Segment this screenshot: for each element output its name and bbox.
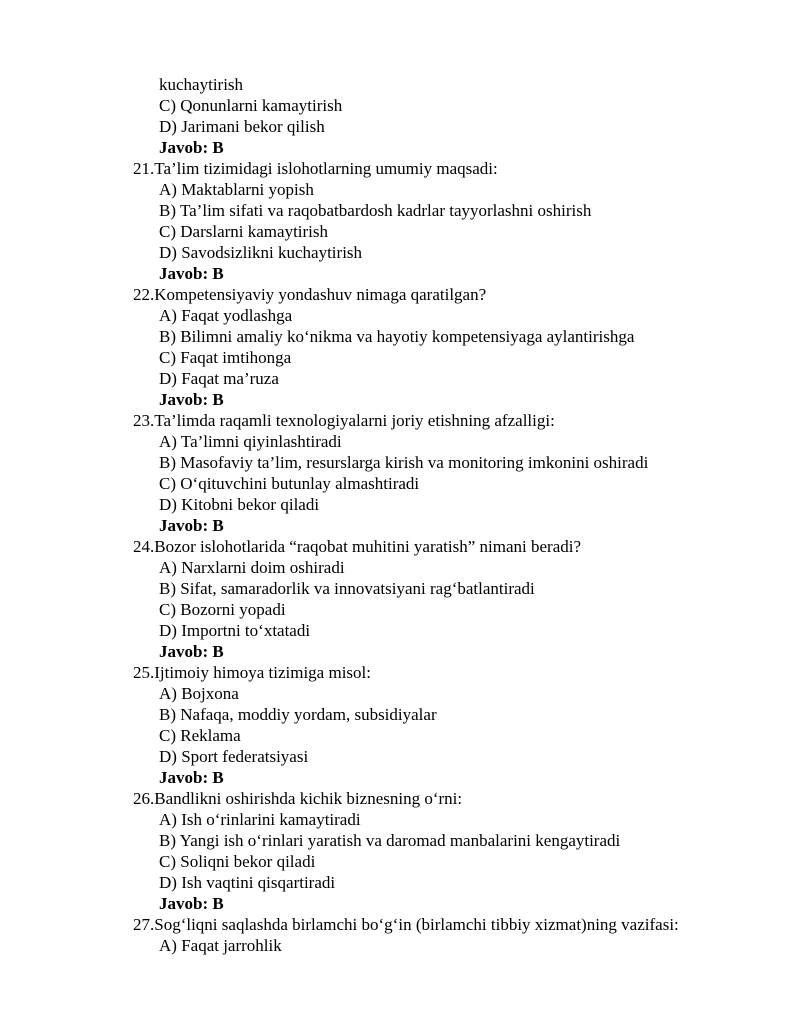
question-number: 22. (133, 285, 155, 304)
answer-option: D) Faqat ma’ruza (159, 369, 279, 388)
answer-option: D) Sport federatsiyasi (159, 747, 309, 766)
question-number: 23. (133, 411, 155, 430)
question-list (0, 158, 800, 956)
answer-option: A) Narxlarni doim oshiradi (159, 558, 345, 577)
answer-option: B) Nafaqa, moddiy yordam, subsidiyalar (159, 705, 437, 724)
continuation-text: kuchaytirish (159, 75, 244, 94)
question-block (0, 410, 800, 536)
question-text: Ta’limda raqamli texnologiyalarni joriy etishning afzalligi: (154, 411, 555, 430)
answer-option: D) Kitobni bekor qiladi (159, 495, 320, 514)
answer-option: A) Maktablarni yopish (159, 180, 314, 199)
option-c: C) Qonunlarni kamaytirish (159, 96, 343, 115)
answer-option: C) Darslarni kamaytirish (159, 222, 329, 241)
question-line (0, 284, 800, 305)
question-line (0, 914, 800, 935)
question-block (0, 158, 800, 284)
answer-option: B) Yangi ish o‘rinlari yaratish va daromad manbalarini kengaytiradi (159, 831, 621, 850)
answer-option: B) Bilimni amaliy ko‘nikma va hayotiy kompetensiyaga aylantirishga (159, 327, 635, 346)
answer-option: C) Bozorni yopadi (159, 600, 286, 619)
question-number: 25. (133, 663, 155, 682)
answer-option: B) Sifat, samaradorlik va innovatsiyani rag‘batlantiradi (159, 579, 535, 598)
answer-option: B) Masofaviy ta’lim, resurslarga kirish va monitoring imkonini oshiradi (159, 453, 649, 472)
question-text: Bozor islohotlarida “raqobat muhitini yaratish” nimani beradi? (154, 537, 582, 556)
question-number: 24. (133, 537, 155, 556)
question-number: 21. (133, 159, 155, 178)
answer-option: C) Soliqni bekor qiladi (159, 852, 316, 871)
answer-label: Javob: B (159, 138, 224, 157)
question-line (0, 410, 800, 431)
answer-label: Javob: B (159, 768, 224, 787)
answer-option: A) Ish o‘rinlarini kamaytiradi (159, 810, 361, 829)
question-text: Kompetensiyaviy yondashuv nimaga qaratilgan? (154, 285, 487, 304)
question-number: 26. (133, 789, 155, 808)
document-page (0, 74, 800, 956)
answer-option: A) Faqat jarrohlik (159, 936, 282, 955)
answer-option: A) Ta’limni qiyinlashtiradi (159, 432, 342, 451)
answer-label: Javob: B (159, 390, 224, 409)
answer-option: D) Ish vaqtini qisqartiradi (159, 873, 336, 892)
answer-option: A) Bojxona (159, 684, 239, 703)
question-block (0, 662, 800, 788)
answer-option: C) Reklama (159, 726, 241, 745)
answer-option: C) Faqat imtihonga (159, 348, 292, 367)
answer-label: Javob: B (159, 264, 224, 283)
question-line (0, 536, 800, 557)
answer-label: Javob: B (159, 516, 224, 535)
question-line (0, 788, 800, 809)
question-block (0, 284, 800, 410)
question-line (0, 158, 800, 179)
answer-option: D) Savodsizlikni kuchaytirish (159, 243, 363, 262)
question-block (0, 788, 800, 914)
answer-label: Javob: B (159, 894, 224, 913)
question-text: Ta’lim tizimidagi islohotlarning umumiy maqsadi: (154, 159, 498, 178)
answer-option: A) Faqat yodlashga (159, 306, 293, 325)
answer-label: Javob: B (159, 642, 224, 661)
answer-option: C) O‘qituvchini butunlay almashtiradi (159, 474, 420, 493)
question-block (0, 914, 800, 956)
option-d: D) Jarimani bekor qilish (159, 117, 325, 136)
answer-option: D) Importni to‘xtatadi (159, 621, 311, 640)
question-text: Bandlikni oshirishda kichik biznesning o‘rni: (154, 789, 463, 808)
question-number: 27. (133, 915, 155, 934)
question-text: Ijtimoiy himoya tizimiga misol: (154, 663, 371, 682)
question-line (0, 662, 800, 683)
question-block (0, 536, 800, 662)
question-text: Sog‘liqni saqlashda birlamchi bo‘g‘in (birlamchi tibbiy xizmat)ning vazifasi: (154, 915, 679, 934)
answer-option: B) Ta’lim sifati va raqobatbardosh kadrlar tayyorlashni oshirish (159, 201, 592, 220)
